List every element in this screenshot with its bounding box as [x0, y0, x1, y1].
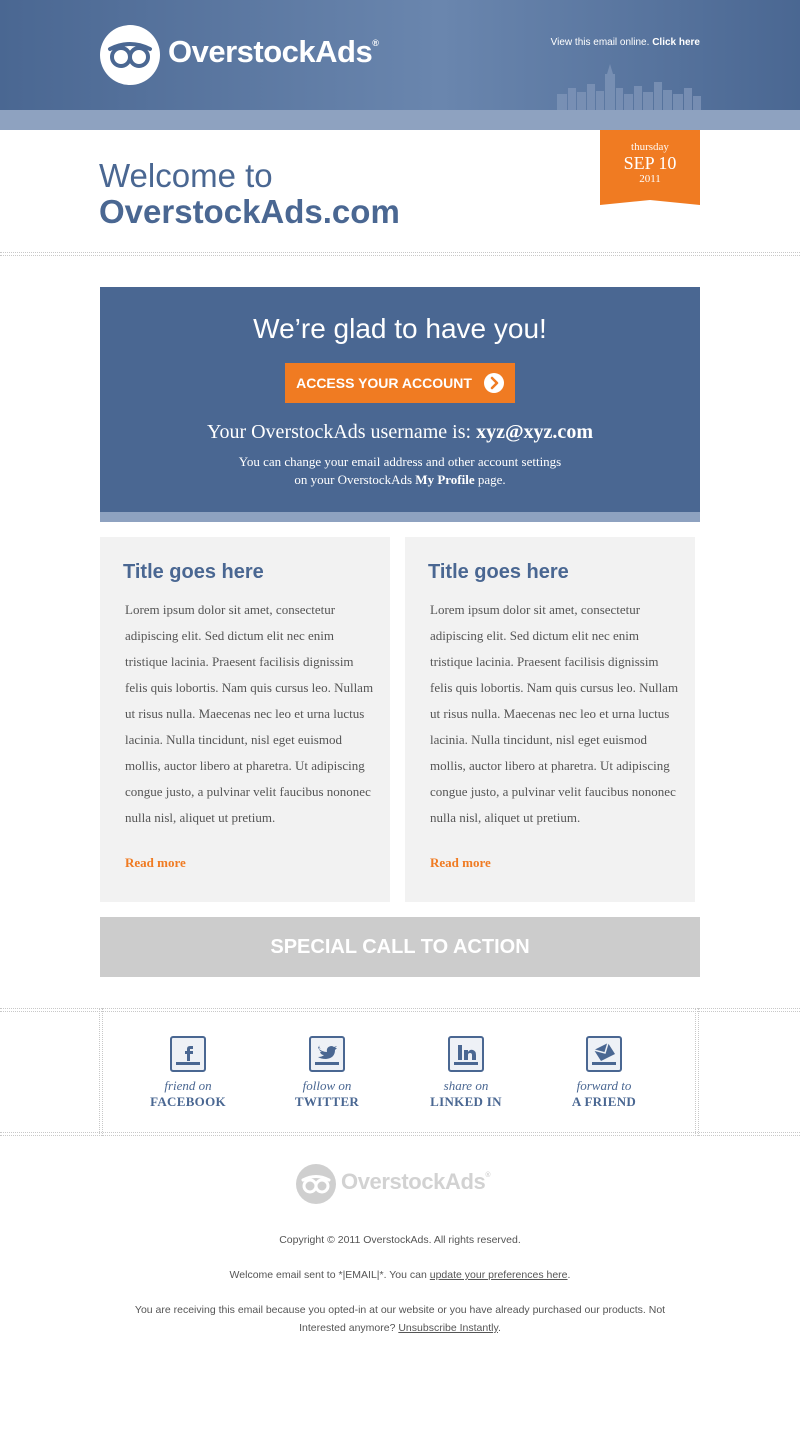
- optin-line-2: [100, 1319, 700, 1337]
- section-divider: [0, 252, 800, 256]
- facebook-icon: [170, 1036, 206, 1072]
- social-big-label: TWITTER: [294, 1094, 360, 1109]
- social-small-label: friend on: [164, 1078, 212, 1093]
- column-body: Lorem ipsum dolor sit amet, consectetur adipiscing elit. Sed dictum elit nec enim tristique lacinia. Praesent facilisis dignissim felis quis lobortis. Nam quis cursus leo. Nullam ut risus nulla. Maecenas nec leo et urna luctus lacinia. Nulla tincidunt, nisl eget euismod mollis, auctor libero at pharetra. Ut adipiscing congue justo, a pulvinar velit faucibus nononec nulla nisl, aliquet ut pretium.: [430, 602, 679, 825]
- hero-title: We’re glad to have you!: [253, 313, 547, 344]
- unsubscribe-link[interactable]: Unsubscribe Instantly: [398, 1322, 498, 1334]
- optin-notice: [100, 1301, 700, 1337]
- welcome-hero: [100, 287, 700, 522]
- copyright-text: Copyright © 2011 OverstockAds. All rights reserved.: [279, 1234, 521, 1246]
- welcome-heading: [99, 158, 400, 230]
- date-weekday: thursday: [631, 141, 669, 153]
- username-value: xyz@xyz.com: [476, 421, 593, 443]
- username-line: [100, 421, 700, 444]
- social-big-label: LINKED IN: [430, 1094, 502, 1109]
- social-border-top: [0, 1008, 800, 1012]
- date-ribbon: [600, 130, 700, 206]
- my-profile-link[interactable]: My Profile: [415, 472, 475, 487]
- content-column-right: [405, 537, 695, 902]
- footer-registered-mark: ®: [485, 1172, 491, 1179]
- welcome-line-2: OverstockAds.com: [99, 193, 400, 230]
- read-more-link[interactable]: Read more: [125, 855, 186, 870]
- content-column-left: [100, 537, 390, 902]
- overstockads-logo-icon: [100, 25, 160, 85]
- click-here-link[interactable]: Click here: [652, 37, 700, 48]
- header-band: [0, 110, 800, 130]
- forward-envelope-icon: [586, 1036, 622, 1072]
- update-preferences-link[interactable]: update your preferences here: [429, 1269, 568, 1281]
- account-settings-note: [100, 453, 700, 489]
- footer-brand-name: OverstockAds: [341, 1169, 486, 1194]
- hero-bottom-bar: [100, 512, 700, 522]
- date-day: SEP 10: [623, 153, 677, 173]
- column-title: Title goes here: [428, 561, 569, 583]
- social-border-left: [99, 1008, 103, 1136]
- brand-registered-mark: ®: [372, 38, 379, 48]
- arrow-right-icon: [484, 373, 504, 393]
- share-linkedin-link[interactable]: [396, 1036, 536, 1110]
- column-title: Title goes here: [123, 561, 264, 583]
- footer-brand-logo-text: [341, 1169, 490, 1195]
- twitter-icon: [309, 1036, 345, 1072]
- email-sent-prefix: Welcome email sent to *|EMAIL|*. You can: [229, 1269, 427, 1281]
- social-small-label: follow on: [302, 1078, 352, 1093]
- optin-line-2-prefix: Interested anymore?: [299, 1322, 396, 1334]
- linkedin-icon: [448, 1036, 484, 1072]
- email-header: [0, 0, 800, 110]
- brand-name: OverstockAds: [168, 34, 373, 69]
- social-big-label: FACEBOOK: [150, 1094, 226, 1109]
- optin-line-1: You are receiving this email because you opted-in at our website or you have already purchased our products. Not: [134, 1304, 666, 1316]
- share-facebook-link[interactable]: [118, 1036, 258, 1110]
- brand-logo-text: [168, 34, 378, 70]
- city-skyline-icon: [555, 64, 701, 110]
- special-call-to-action-button[interactable]: SPECIAL CALL TO ACTION: [100, 917, 700, 977]
- welcome-line-1: Welcome to: [99, 157, 273, 194]
- note-line-2: [100, 471, 700, 489]
- share-twitter-link[interactable]: [257, 1036, 397, 1110]
- note-line-2-suffix: page.: [477, 472, 506, 487]
- optin-line-2-suffix: .: [497, 1322, 501, 1334]
- date-year: 2011: [639, 173, 661, 185]
- social-small-label: forward to: [576, 1078, 632, 1093]
- column-body: Lorem ipsum dolor sit amet, consectetur adipiscing elit. Sed dictum elit nec enim tristique lacinia. Praesent facilisis dignissim felis quis lobortis. Nam quis cursus leo. Nullam ut risus nulla. Maecenas nec leo et urna luctus lacinia. Nulla tincidunt, nisl eget euismod mollis, auctor libero at pharetra. Ut adipiscing congue justo, a pulvinar velit faucibus nononec nulla nisl, aliquet ut pretium.: [125, 602, 374, 825]
- access-account-button[interactable]: [285, 363, 515, 403]
- read-more-link[interactable]: Read more: [430, 855, 491, 870]
- social-border-bottom: [0, 1132, 800, 1136]
- social-border-right: [695, 1008, 699, 1136]
- note-line-2-prefix: on your OverstockAds: [294, 472, 413, 487]
- social-big-label: A FRIEND: [571, 1094, 637, 1109]
- access-account-label: ACCESS YOUR ACCOUNT: [296, 375, 472, 391]
- username-prefix: Your OverstockAds username is:: [207, 421, 472, 443]
- email-sent-suffix: .: [567, 1269, 571, 1281]
- email-sent-notice: [100, 1266, 700, 1284]
- forward-to-friend-link[interactable]: [534, 1036, 674, 1110]
- view-online-text: View this email online.: [550, 37, 650, 48]
- note-line-1: You can change your email address and other account settings: [238, 454, 562, 469]
- view-online-notice: [551, 37, 700, 48]
- footer-logo-icon: [296, 1164, 336, 1204]
- social-small-label: share on: [443, 1078, 489, 1093]
